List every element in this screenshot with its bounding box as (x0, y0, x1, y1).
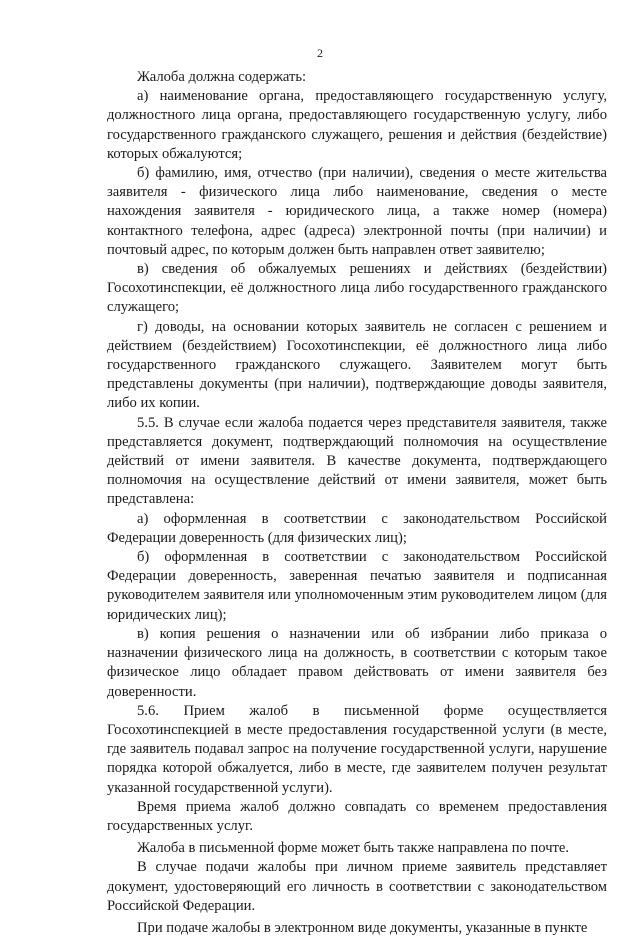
page-number: 2 (317, 46, 323, 60)
paragraph-clause-5-6-written-complaints: 5.6. Прием жалоб в письменной форме осуществляется Госохотинспекцией в месте предоставления государственной услуги (в месте, где заявитель подавал запрос на получение государственной услуги, нарушение порядка которой обжалуется, либо в месте, где заявителем получен результат указанной государственной услуги). (107, 702, 607, 796)
paragraph-clause-5-5-representative: 5.5. В случае если жалоба подается через представителя заявителя, также представляется документ, подтверждающий полномочия на осуществление действий от имени заявителя. В качестве документа, подтверждающего полномочия на осуществление действий от имени заявителя, может быть представлена: (107, 414, 607, 508)
paragraph-item-a-power-of-attorney: а) оформленная в соответствии с законодательством Российской Федерации доверенность (для физических лиц); (107, 510, 607, 546)
paragraph-postal-submission: Жалоба в письменной форме может быть также направлена по почте. (137, 840, 570, 857)
paragraph-item-a-authority-name: а) наименование органа, предоставляющего государственную услугу, должностного лица органа, предоставляющего государственную услугу, либо государственного гражданского служащего, решения и действия (бездействие) которых обжалуются; (107, 88, 607, 162)
paragraph-item-d-arguments: г) доводы, на основании которых заявитель не согласен с решением и действием (бездействием) Госохотинспекции, её должностного лица либо государственного гражданского служащего. Заявителем могут быть представлены документы (при наличии), подтверждающие доводы заявителя, либо их копии. (107, 318, 607, 412)
paragraph-electronic-submission: При подаче жалобы в электронном виде документы, указанные в пункте (137, 919, 588, 936)
paragraph-item-c-appointment-decision: в) копия решения о назначении или об избрании либо приказа о назначении физического лица на должность, в соответствии с которым такое физическое лицо обладает правом действовать от имени заявителя без доверенности. (107, 625, 607, 700)
paragraph-complaint-contents-intro: Жалоба должна содержать: (137, 69, 307, 85)
paragraph-item-b-legal-entity-attorney: б) оформленная в соответствии с законодательством Российской Федерации доверенность, заверенная печатью заявителя и подписанная руководителем заявителя или уполномоченным этим руководителем лицом (для юридических лиц); (107, 549, 607, 623)
paragraph-personal-reception: В случае подачи жалобы при личном приеме заявитель представляет документ, удостоверяющий его личность в соответствии с законодательством Российской Федерации. (107, 859, 607, 914)
paragraph-reception-time: Время приема жалоб должно совпадать со временем предоставления государственных услуг. (107, 798, 607, 834)
paragraph-item-b-applicant-details: б) фамилию, имя, отчество (при наличии), сведения о месте жительства заявителя - физического лица либо наименование, сведения о месте нахождения заявителя - юридического лица, а также номер (номера) контактного телефона, адрес (адреса) электронной почты (при наличии) и почтовый адрес, по которым должен быть направлен ответ заявителю; (107, 165, 607, 258)
paragraph-item-c-appealed-decisions: в) сведения об обжалуемых решениях и действиях (бездействии) Госохотинспекции, её должностного лица либо государственного гражданского служащего; (107, 261, 607, 316)
document-body (107, 68, 607, 938)
